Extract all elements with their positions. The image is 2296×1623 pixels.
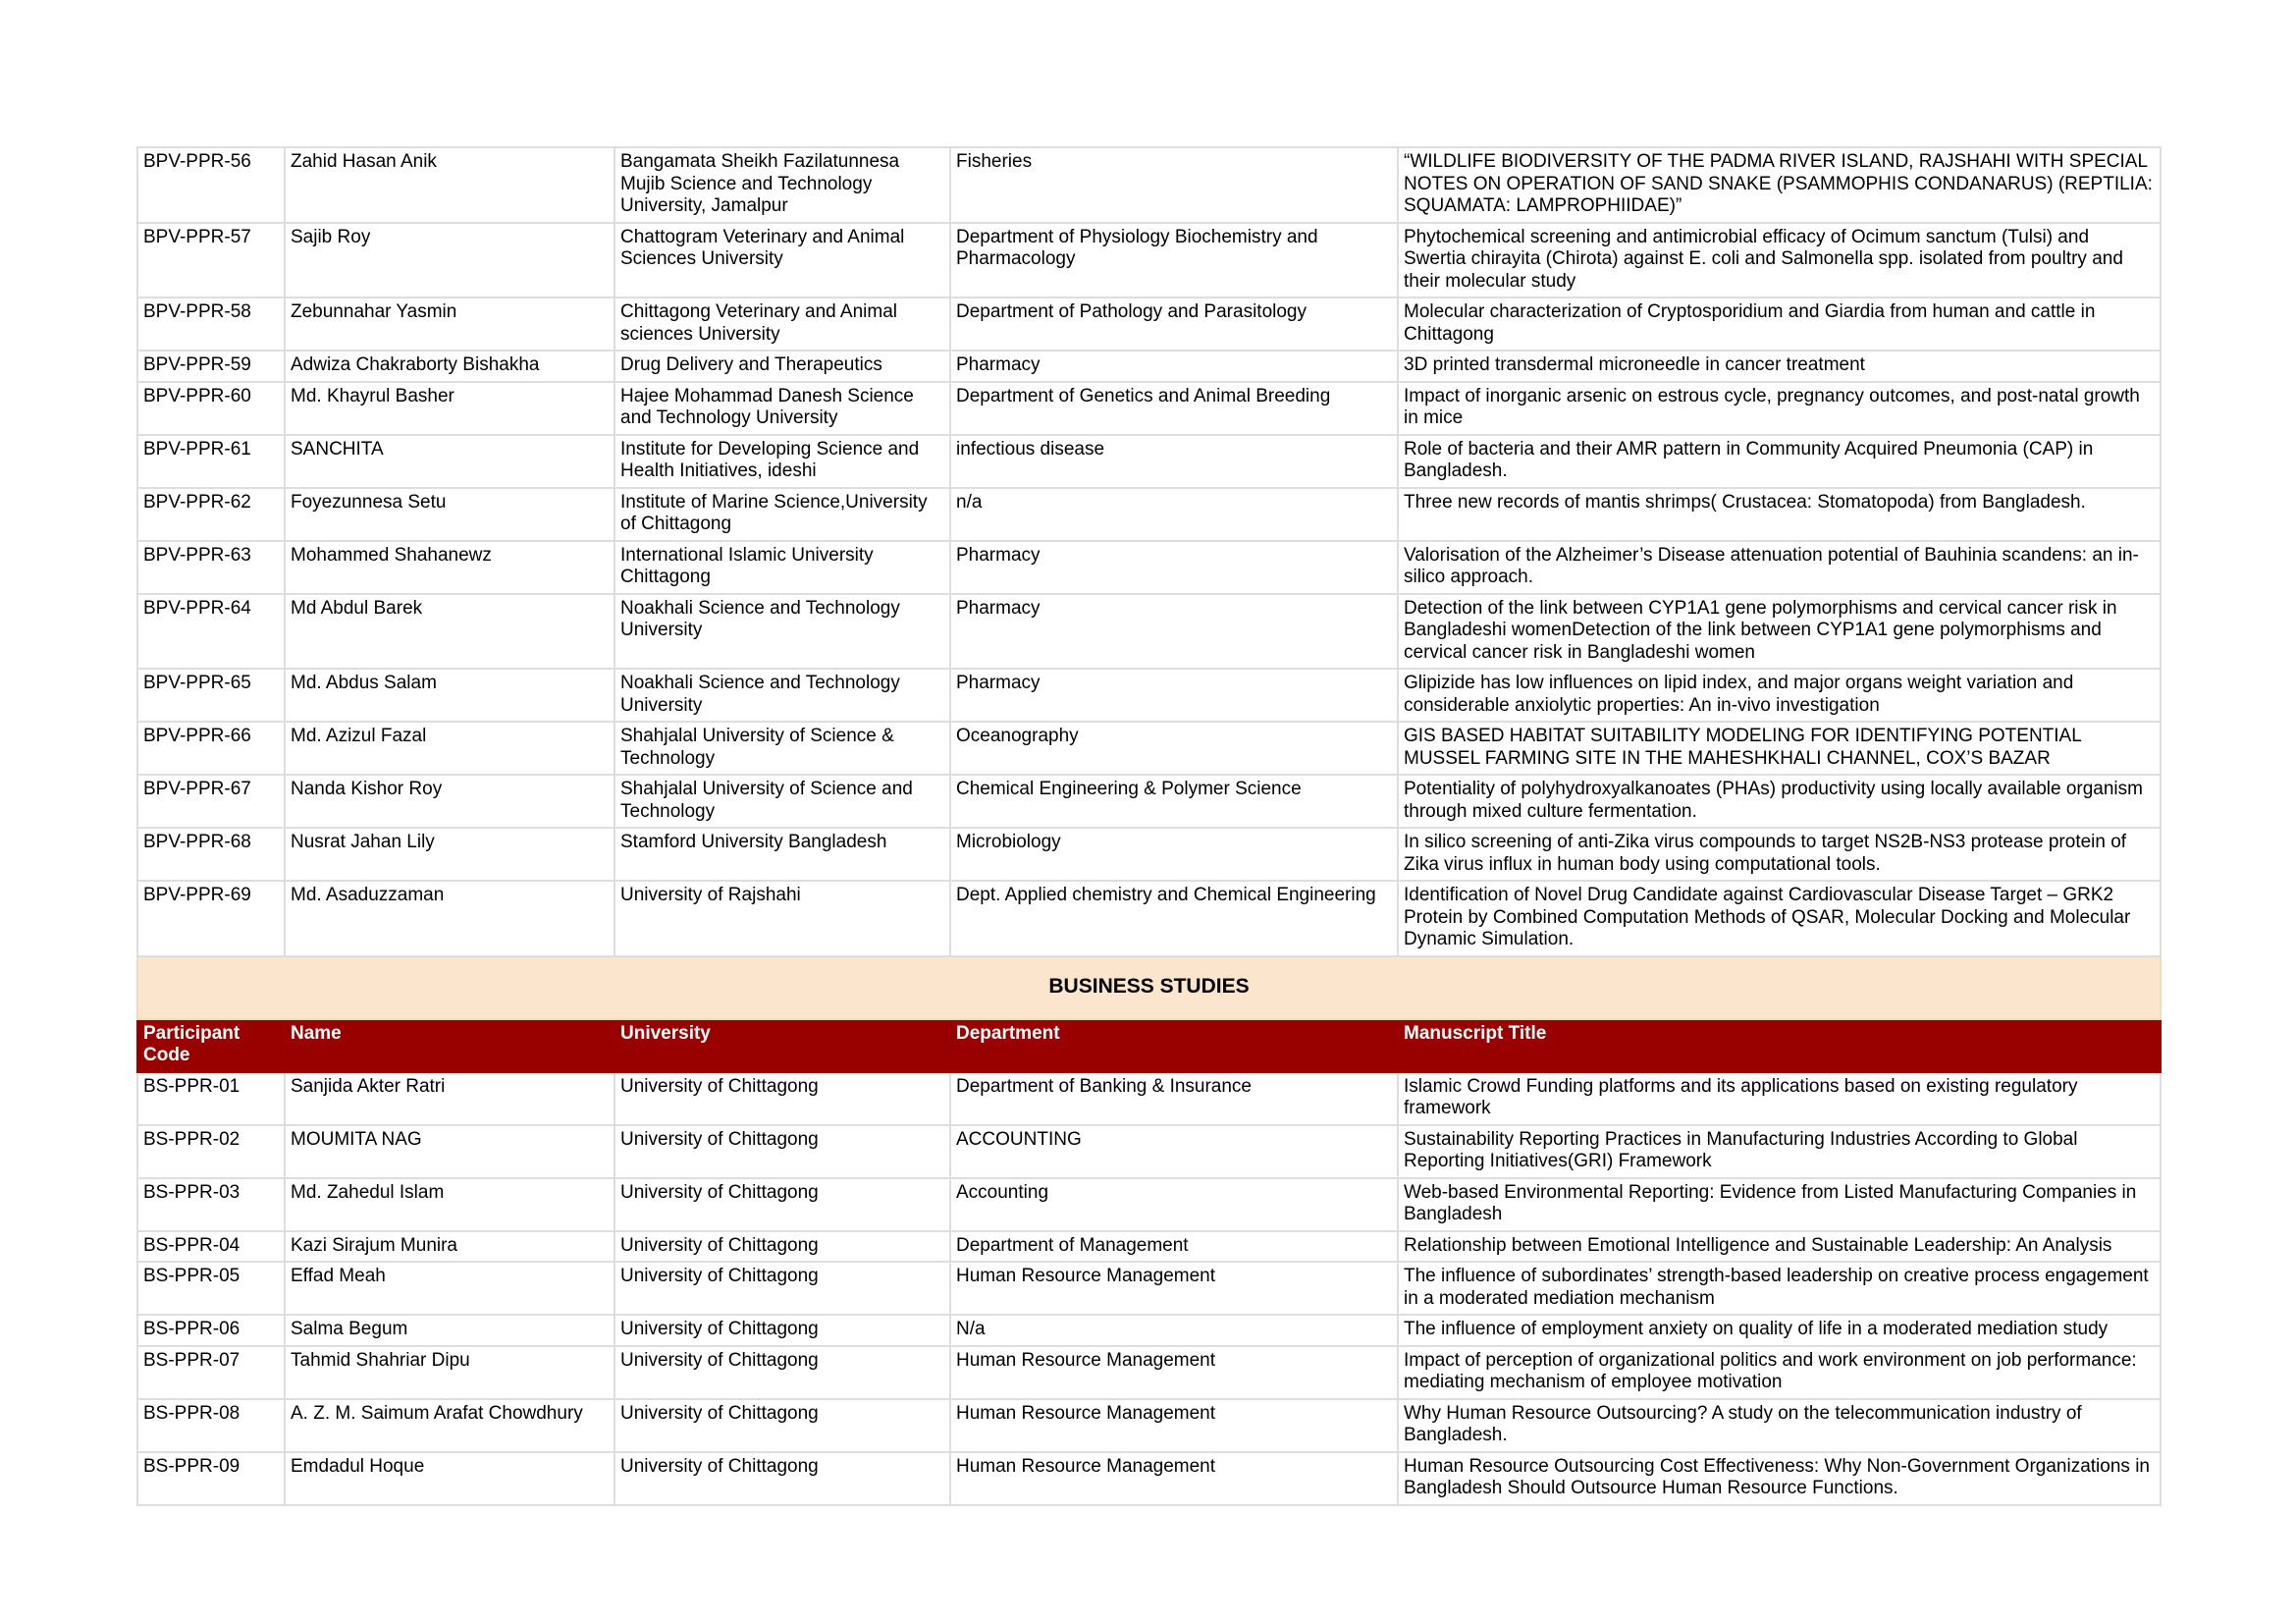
cell-name: Sanjida Akter Ratri xyxy=(285,1072,614,1125)
table-row xyxy=(137,1072,2161,1125)
cell-university: University of Chittagong xyxy=(614,1231,950,1263)
cell-name: Mohammed Shahanewz xyxy=(285,541,614,594)
cell-code: BPV-PPR-65 xyxy=(137,669,285,722)
cell-university: Institute of Marine Science,University of Chittagong xyxy=(614,488,950,541)
cell-name: Md. Khayrul Basher xyxy=(285,382,614,435)
table-row xyxy=(137,1178,2161,1231)
cell-title: Molecular characterization of Cryptosporidium and Giardia from human and cattle in Chittagong xyxy=(1398,298,2161,351)
table-row xyxy=(137,1125,2161,1178)
cell-name: Salma Begum xyxy=(285,1315,614,1346)
table-row xyxy=(137,669,2161,722)
table-row xyxy=(137,382,2161,435)
table-row xyxy=(137,1452,2161,1505)
cell-university: University of Chittagong xyxy=(614,1452,950,1505)
cell-university: Drug Delivery and Therapeutics xyxy=(614,351,950,382)
table-row xyxy=(137,828,2161,881)
cell-code: BS-PPR-08 xyxy=(137,1399,285,1452)
table-row xyxy=(137,1262,2161,1315)
header-department: Department xyxy=(950,1019,1398,1072)
header-university: University xyxy=(614,1019,950,1072)
cell-department: ACCOUNTING xyxy=(950,1125,1398,1178)
cell-code: BS-PPR-02 xyxy=(137,1125,285,1178)
cell-code: BPV-PPR-58 xyxy=(137,298,285,351)
header-name: Name xyxy=(285,1019,614,1072)
header-code: Participant Code xyxy=(137,1019,285,1072)
cell-name: Zebunnahar Yasmin xyxy=(285,298,614,351)
cell-title: Identification of Novel Drug Candidate against Cardiovascular Disease Target – GRK2 Protein by Combined Computation Methods of QSAR, Molecular Docking and Molecular Dynamic Simulation. xyxy=(1398,881,2161,956)
table-row xyxy=(137,881,2161,956)
cell-university: Stamford University Bangladesh xyxy=(614,828,950,881)
cell-title: 3D printed transdermal microneedle in cancer treatment xyxy=(1398,351,2161,382)
cell-title: Potentiality of polyhydroxyalkanoates (PHAs) productivity using locally available organism through mixed culture fermentation. xyxy=(1398,775,2161,828)
cell-department: Accounting xyxy=(950,1178,1398,1231)
cell-code: BPV-PPR-66 xyxy=(137,722,285,775)
cell-department: Human Resource Management xyxy=(950,1452,1398,1505)
cell-department: Oceanography xyxy=(950,722,1398,775)
cell-code: BPV-PPR-64 xyxy=(137,594,285,670)
cell-code: BPV-PPR-60 xyxy=(137,382,285,435)
cell-name: Nusrat Jahan Lily xyxy=(285,828,614,881)
cell-department: Pharmacy xyxy=(950,669,1398,722)
cell-university: Chattogram Veterinary and Animal Sciences University xyxy=(614,223,950,298)
cell-title: The influence of employment anxiety on quality of life in a moderated mediation study xyxy=(1398,1315,2161,1346)
cell-name: Md. Azizul Fazal xyxy=(285,722,614,775)
cell-name: Md. Abdus Salam xyxy=(285,669,614,722)
cell-department: Human Resource Management xyxy=(950,1262,1398,1315)
cell-code: BS-PPR-09 xyxy=(137,1452,285,1505)
cell-university: University of Chittagong xyxy=(614,1399,950,1452)
cell-department: Human Resource Management xyxy=(950,1346,1398,1399)
cell-code: BS-PPR-01 xyxy=(137,1072,285,1125)
cell-department: Department of Banking & Insurance xyxy=(950,1072,1398,1125)
cell-university: Chittagong Veterinary and Animal sciences University xyxy=(614,298,950,351)
cell-university: Institute for Developing Science and Health Initiatives, ideshi xyxy=(614,435,950,488)
section-title: BUSINESS STUDIES xyxy=(137,956,2161,1019)
cell-name: Effad Meah xyxy=(285,1262,614,1315)
cell-university: University of Chittagong xyxy=(614,1178,950,1231)
cell-code: BS-PPR-04 xyxy=(137,1231,285,1263)
table-row xyxy=(137,298,2161,351)
cell-department: Department of Management xyxy=(950,1231,1398,1263)
cell-name: Foyezunnesa Setu xyxy=(285,488,614,541)
cell-department: Fisheries xyxy=(950,147,1398,223)
cell-title: Web-based Environmental Reporting: Evidence from Listed Manufacturing Companies in Bangladesh xyxy=(1398,1178,2161,1231)
cell-university: Noakhali Science and Technology University xyxy=(614,594,950,670)
cell-university: Shahjalal University of Science & Technology xyxy=(614,722,950,775)
cell-title: The influence of subordinates’ strength-based leadership on creative process engagement in a moderated mediation mechanism xyxy=(1398,1262,2161,1315)
cell-title: “WILDLIFE BIODIVERSITY OF THE PADMA RIVER ISLAND, RAJSHAHI WITH SPECIAL NOTES ON OPERATION OF SAND SNAKE (PSAMMOPHIS CONDANARUS) (REPTILIA: SQUAMATA: LAMPROPHIIDAE)” xyxy=(1398,147,2161,223)
cell-university: University of Chittagong xyxy=(614,1262,950,1315)
cell-university: University of Chittagong xyxy=(614,1346,950,1399)
cell-code: BPV-PPR-63 xyxy=(137,541,285,594)
cell-name: Md Abdul Barek xyxy=(285,594,614,670)
table-row xyxy=(137,488,2161,541)
cell-title: GIS BASED HABITAT SUITABILITY MODELING FOR IDENTIFYING POTENTIAL MUSSEL FARMING SITE IN THE MAHESHKHALI CHANNEL, COX’S BAZAR xyxy=(1398,722,2161,775)
cell-department: Pharmacy xyxy=(950,351,1398,382)
cell-university: Hajee Mohammad Danesh Science and Technology University xyxy=(614,382,950,435)
cell-university: Noakhali Science and Technology University xyxy=(614,669,950,722)
cell-code: BS-PPR-06 xyxy=(137,1315,285,1346)
cell-title: Human Resource Outsourcing Cost Effectiveness: Why Non-Government Organizations in Bangladesh Should Outsource Human Resource Functions. xyxy=(1398,1452,2161,1505)
cell-university: University of Chittagong xyxy=(614,1072,950,1125)
cell-name: MOUMITA NAG xyxy=(285,1125,614,1178)
cell-code: BPV-PPR-59 xyxy=(137,351,285,382)
header-title: Manuscript Title xyxy=(1398,1019,2161,1072)
cell-name: Tahmid Shahriar Dipu xyxy=(285,1346,614,1399)
cell-department: Microbiology xyxy=(950,828,1398,881)
table-row xyxy=(137,722,2161,775)
cell-name: Adwiza Chakraborty Bishakha xyxy=(285,351,614,382)
section-top-rows xyxy=(137,147,2161,956)
cell-university: University of Chittagong xyxy=(614,1125,950,1178)
cell-name: Md. Zahedul Islam xyxy=(285,1178,614,1231)
cell-title: Glipizide has low influences on lipid index, and major organs weight variation and considerable anxiolytic properties: An in-vivo investigation xyxy=(1398,669,2161,722)
table-row xyxy=(137,775,2161,828)
cell-title: Three new records of mantis shrimps( Crustacea: Stomatopoda) from Bangladesh. xyxy=(1398,488,2161,541)
cell-title: Impact of inorganic arsenic on estrous cycle, pregnancy outcomes, and post-natal growth in mice xyxy=(1398,382,2161,435)
cell-name: Nanda Kishor Roy xyxy=(285,775,614,828)
cell-title: Sustainability Reporting Practices in Manufacturing Industries According to Global Reporting Initiatives(GRI) Framework xyxy=(1398,1125,2161,1178)
cell-department: Pharmacy xyxy=(950,541,1398,594)
cell-university: Shahjalal University of Science and Technology xyxy=(614,775,950,828)
cell-department: Department of Physiology Biochemistry and Pharmacology xyxy=(950,223,1398,298)
table-row xyxy=(137,594,2161,670)
table-row xyxy=(137,223,2161,298)
section-business-rows xyxy=(137,1072,2161,1505)
cell-name: Kazi Sirajum Munira xyxy=(285,1231,614,1263)
cell-department: Dept. Applied chemistry and Chemical Engineering xyxy=(950,881,1398,956)
cell-name: A. Z. M. Saimum Arafat Chowdhury xyxy=(285,1399,614,1452)
cell-title: In silico screening of anti-Zika virus compounds to target NS2B-NS3 protease protein of Zika virus influx in human body using computational tools. xyxy=(1398,828,2161,881)
cell-name: Sajib Roy xyxy=(285,223,614,298)
cell-title: Valorisation of the Alzheimer’s Disease attenuation potential of Bauhinia scandens: an in-silico approach. xyxy=(1398,541,2161,594)
cell-department: n/a xyxy=(950,488,1398,541)
cell-university: University of Rajshahi xyxy=(614,881,950,956)
cell-code: BS-PPR-07 xyxy=(137,1346,285,1399)
cell-code: BPV-PPR-56 xyxy=(137,147,285,223)
cell-name: Emdadul Hoque xyxy=(285,1452,614,1505)
cell-department: infectious disease xyxy=(950,435,1398,488)
table-row xyxy=(137,147,2161,223)
section-band xyxy=(137,956,2161,1019)
cell-title: Impact of perception of organizational politics and work environment on job performance: mediating mechanism of employee motivation xyxy=(1398,1346,2161,1399)
cell-name: Md. Asaduzzaman xyxy=(285,881,614,956)
business-section xyxy=(137,956,2161,1072)
cell-university: Bangamata Sheikh Fazilatunnesa Mujib Science and Technology University, Jamalpur xyxy=(614,147,950,223)
cell-title: Why Human Resource Outsourcing? A study on the telecommunication industry of Bangladesh. xyxy=(1398,1399,2161,1452)
cell-code: BPV-PPR-62 xyxy=(137,488,285,541)
cell-code: BPV-PPR-69 xyxy=(137,881,285,956)
cell-code: BS-PPR-05 xyxy=(137,1262,285,1315)
cell-name: SANCHITA xyxy=(285,435,614,488)
cell-code: BPV-PPR-57 xyxy=(137,223,285,298)
table-row xyxy=(137,1231,2161,1263)
cell-code: BPV-PPR-68 xyxy=(137,828,285,881)
cell-title: Detection of the link between CYP1A1 gene polymorphisms and cervical cancer risk in Bangladeshi womenDetection of the link between CYP1A1 gene polymorphisms and cervical cancer risk in Bangladeshi women xyxy=(1398,594,2161,670)
cell-title: Islamic Crowd Funding platforms and its applications based on existing regulatory framework xyxy=(1398,1072,2161,1125)
table-row xyxy=(137,1346,2161,1399)
cell-name: Zahid Hasan Anik xyxy=(285,147,614,223)
header-row xyxy=(137,1019,2161,1072)
participants-table xyxy=(136,146,2162,1506)
cell-department: N/a xyxy=(950,1315,1398,1346)
cell-university: University of Chittagong xyxy=(614,1315,950,1346)
cell-department: Department of Pathology and Parasitology xyxy=(950,298,1398,351)
table-row xyxy=(137,541,2161,594)
cell-department: Pharmacy xyxy=(950,594,1398,670)
cell-title: Relationship between Emotional Intelligence and Sustainable Leadership: An Analysis xyxy=(1398,1231,2161,1263)
cell-title: Role of bacteria and their AMR pattern in Community Acquired Pneumonia (CAP) in Bangladesh. xyxy=(1398,435,2161,488)
table-row xyxy=(137,1315,2161,1346)
cell-title: Phytochemical screening and antimicrobial efficacy of Ocimum sanctum (Tulsi) and Swertia chirayita (Chirota) against E. coli and Salmonella spp. isolated from poultry and their molecular study xyxy=(1398,223,2161,298)
cell-code: BPV-PPR-61 xyxy=(137,435,285,488)
table-row xyxy=(137,351,2161,382)
cell-university: International Islamic University Chittagong xyxy=(614,541,950,594)
cell-department: Chemical Engineering & Polymer Science xyxy=(950,775,1398,828)
table-row xyxy=(137,435,2161,488)
table-row xyxy=(137,1399,2161,1452)
cell-department: Human Resource Management xyxy=(950,1399,1398,1452)
cell-code: BS-PPR-03 xyxy=(137,1178,285,1231)
cell-department: Department of Genetics and Animal Breeding xyxy=(950,382,1398,435)
cell-code: BPV-PPR-67 xyxy=(137,775,285,828)
